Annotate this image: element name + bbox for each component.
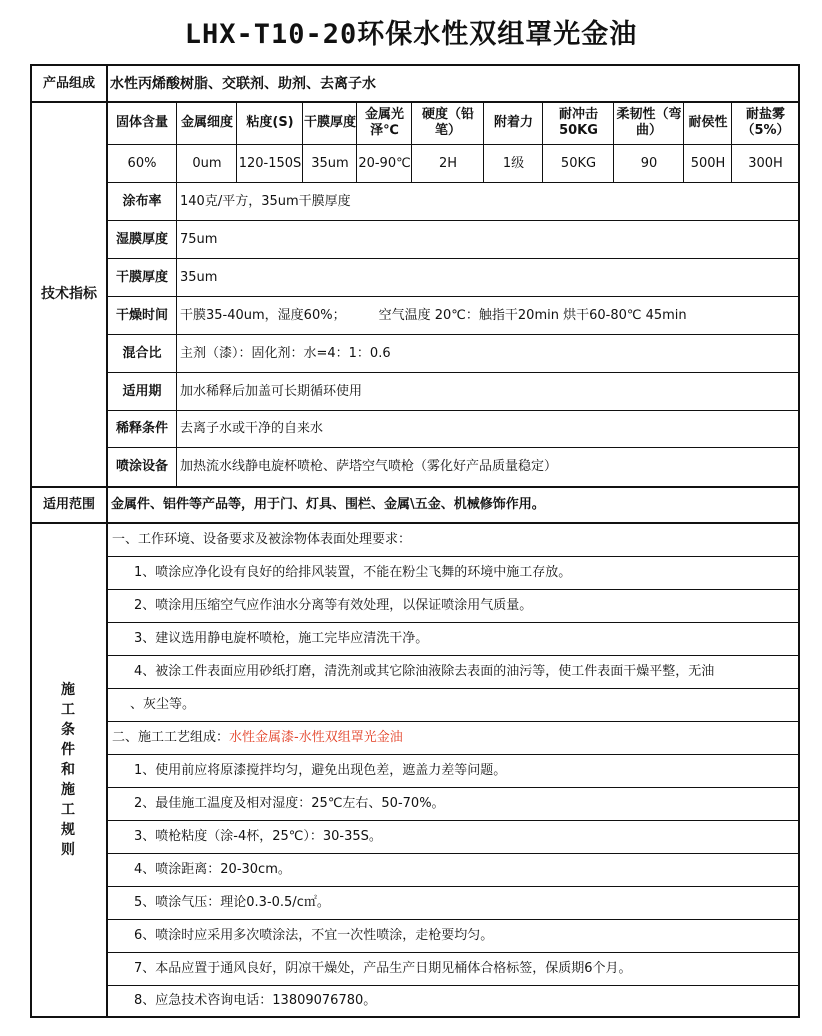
value-cell: 500H — [690, 155, 726, 171]
rule-item: 6、喷涂时应采用多次喷涂法，不宜一次性喷涂，走枪要均匀。 — [134, 928, 494, 943]
row-value: 加热流水线静电旋杯喷枪、萨塔空气喷枪（雾化好产品质量稳定） — [180, 459, 558, 474]
divider — [236, 101, 237, 182]
composition-value: 水性丙烯酸树脂、交联剂、助剂、去离子水 — [110, 75, 376, 92]
rule-item: 2、喷涂用压缩空气应作油水分离等有效处理，以保证喷涂用气质量。 — [134, 598, 533, 613]
rule-item: 5、喷涂气压：理论0.3-0.5/c㎡。 — [134, 895, 330, 910]
header-cell: 固体含量 — [115, 115, 168, 130]
row-value: 75um — [180, 231, 218, 247]
row-value: 加水稀释后加盖可长期循环使用 — [180, 383, 363, 399]
header-cell: 硬度（铅笔） — [421, 107, 474, 138]
value-cell: 90 — [640, 155, 658, 171]
section-heading: 一、工作环境、设备要求及被涂物体表面处理要求： — [112, 531, 412, 547]
composition-label: 产品组成 — [42, 75, 95, 91]
divider — [542, 101, 543, 182]
row-value: 去离子水或干净的自来水 — [180, 421, 324, 436]
row-label: 适用期 — [122, 383, 162, 399]
rule-item: 3、喷枪粘度（涂-4杯，25℃）：30-35S。 — [134, 829, 382, 844]
value-cell: 35um — [311, 155, 349, 171]
header-cell: 金属细度 — [180, 115, 233, 130]
header-cell: 耐冲击50KG — [558, 107, 598, 138]
scope-value: 金属件、铝件等产品等，用于门、灯具、围栏、金属\五金、机械修饰作用。 — [111, 496, 545, 512]
divider — [411, 101, 412, 182]
row-label: 干燥时间 — [115, 307, 168, 323]
product-code: LHX-T10-20 — [184, 19, 358, 50]
rules-label: 施 工 条 件 和 施 工 规 则 — [61, 682, 75, 858]
value-cell: 300H — [748, 155, 783, 171]
divider — [176, 101, 177, 486]
scope-label: 适用范围 — [42, 496, 95, 512]
value-cell: 0um — [192, 155, 222, 171]
divider — [302, 101, 303, 182]
divider — [613, 101, 614, 182]
row-label: 混合比 — [122, 345, 162, 361]
divider — [731, 101, 732, 182]
rule-item: 1、喷涂应净化设有良好的给排风装置，不能在粉尘飞舞的环境中施工存放。 — [134, 565, 572, 580]
value-cell: 1级 — [502, 155, 525, 171]
rule-item: 2、最佳施工温度及相对湿度：25℃左右、50-70%。 — [134, 796, 445, 811]
rule-item: 3、建议选用静电旋杯喷枪，施工完毕应清洗干净。 — [134, 631, 429, 646]
value-cell: 20-90℃ — [358, 155, 411, 171]
divider — [356, 101, 357, 182]
row-value: 主剂（漆）：固化剂：水=4：1：0.6 — [180, 345, 391, 361]
divider — [683, 101, 684, 182]
section-heading — [112, 722, 798, 754]
rule-item: 、灰尘等。 — [130, 697, 196, 712]
row-value: 35um — [180, 269, 218, 285]
header-cell: 金属光泽℃ — [364, 107, 404, 138]
rule-item: 8、应急技术咨询电话：13809076780。 — [134, 993, 377, 1008]
header-cell: 耐盐雾（5%） — [741, 107, 790, 138]
header-cell: 附着力 — [493, 115, 533, 130]
header-cell: 柔韧性（弯曲） — [616, 107, 682, 138]
header-cell: 干膜厚度 — [304, 115, 356, 130]
page-title — [0, 12, 822, 51]
rule-item: 1、使用前应将原漆搅拌均匀，避免出现色差，遮盖力差等问题。 — [134, 763, 507, 778]
section-highlight: 水性金属漆-水性双组罩光金油 — [229, 730, 403, 745]
header-cell: 粘度(S) — [246, 115, 294, 130]
row-value: 干膜35-40um，湿度60%； 空气温度 20℃：触指干20min 烘干60-80℃ 45min — [180, 307, 687, 323]
row-value: 140克/平方，35um干膜厚度 — [180, 193, 351, 209]
product-name: 环保水性双组罩光金油 — [357, 19, 638, 50]
divider — [483, 101, 484, 182]
rule-item: 7、本品应置于通风良好，阴凉干燥处，产品生产日期见桶体合格标签，保质期6个月。 — [134, 961, 632, 976]
row-label: 湿膜厚度 — [115, 231, 168, 247]
value-cell: 60% — [127, 155, 157, 171]
section-prefix: 二、施工工艺组成： — [112, 730, 230, 745]
row-label: 涂布率 — [122, 193, 162, 209]
row-label: 喷涂设备 — [115, 459, 168, 474]
rule-item: 4、喷涂距离：20-30cm。 — [134, 862, 291, 877]
header-cell: 耐侯性 — [688, 115, 728, 130]
value-cell: 120-150S — [238, 155, 302, 171]
row-label: 干膜厚度 — [115, 269, 168, 285]
tech-label: 技术指标 — [41, 285, 97, 302]
rule-item: 4、被涂工件表面应用砂纸打磨，清洗剂或其它除油液除去表面的油污等，使工件表面干燥平整，无油 — [134, 664, 715, 679]
value-cell: 2H — [438, 155, 458, 171]
value-cell: 50KG — [560, 155, 597, 171]
row-label: 稀释条件 — [115, 421, 168, 436]
